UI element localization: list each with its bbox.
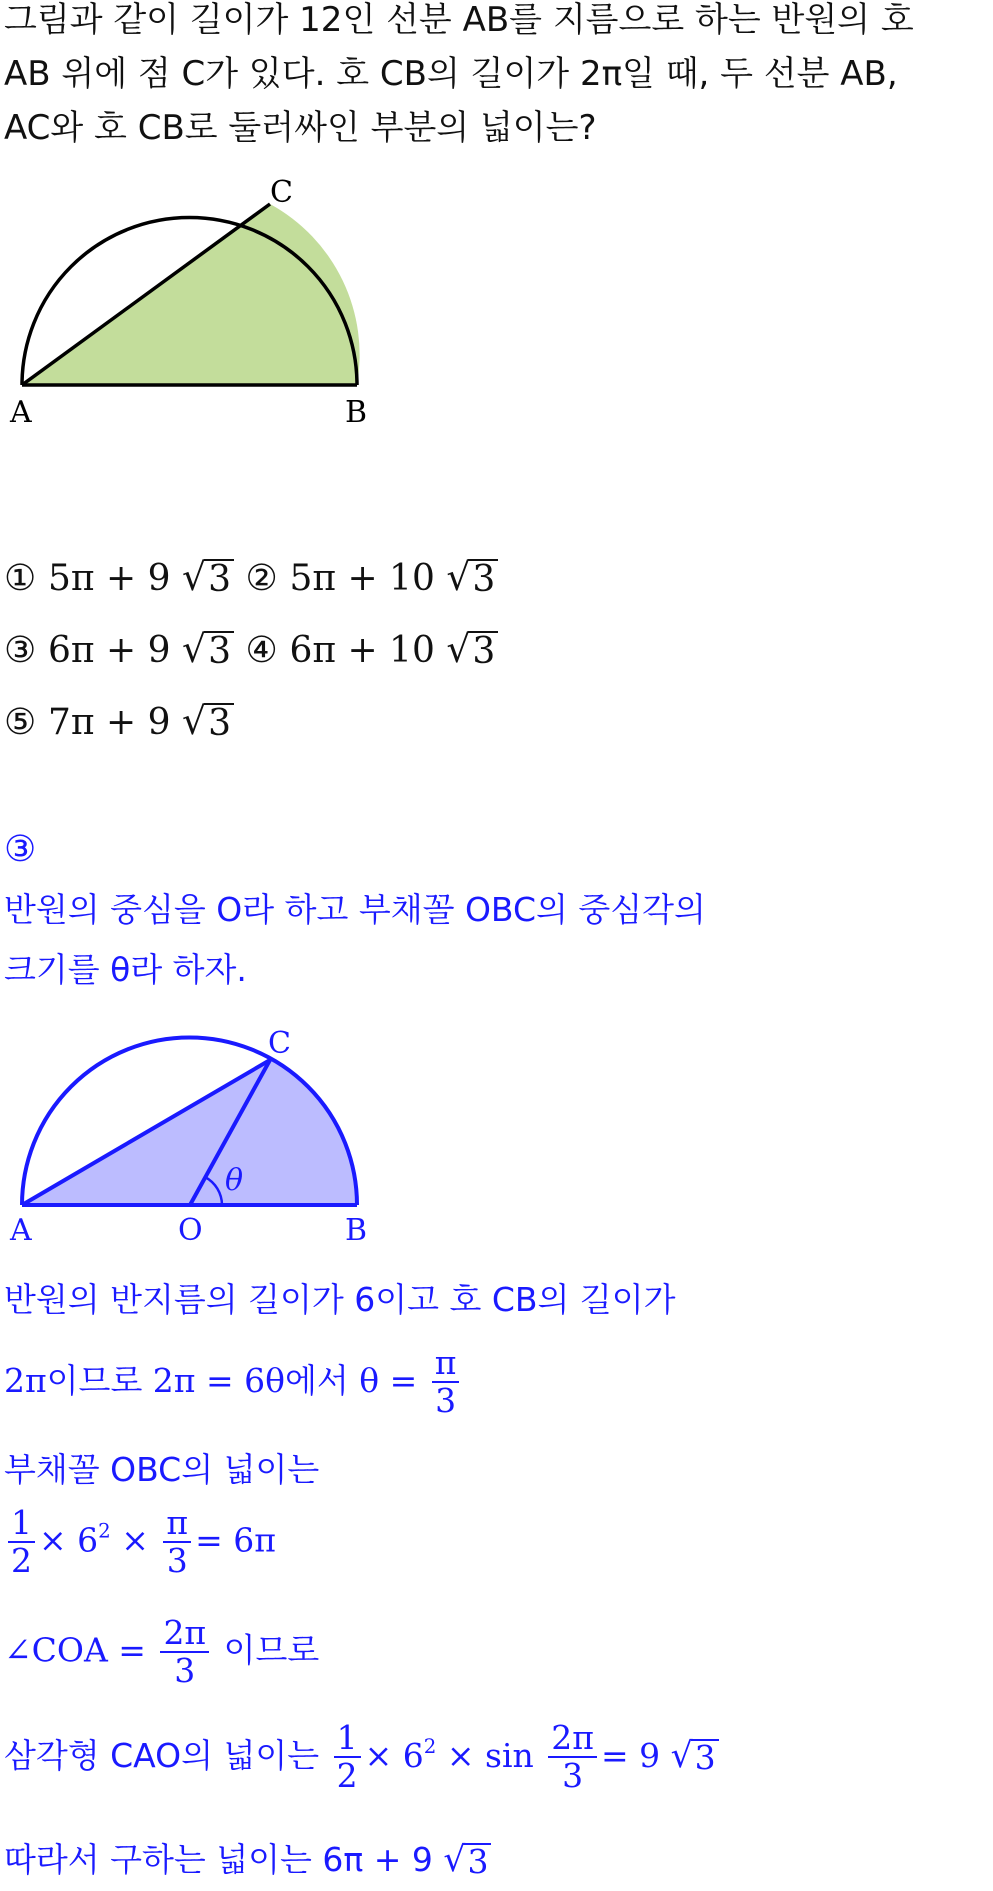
fraction-2pi-over-3: $\frac{2\pi}{3}$ (160, 1615, 209, 1690)
sqrt-icon: √ 3 (443, 1840, 491, 1880)
choice-4[interactable] (245, 627, 498, 673)
label-theta: θ (225, 1163, 244, 1198)
figure-2 (0, 1025, 420, 1265)
label-A: A (10, 395, 32, 430)
choices-row-3 (4, 699, 234, 745)
fraction-half: $\frac{1}{2}$ (334, 1720, 361, 1795)
label-C: C (270, 175, 293, 210)
choice-3[interactable] (4, 627, 245, 673)
step-2-text: 2π이므로 2π = 6θ에서 θ = (4, 1360, 418, 1400)
label-B-2: B (345, 1213, 368, 1248)
solution-step-2 (4, 1345, 463, 1420)
solution-step-6: 삼각형 CAO의 넓이는 $\frac{1}{2}$ × $6^2 \times \sin$ $\frac{2\pi}{3}$ = 9 √ 3 (4, 1720, 719, 1795)
choice-1[interactable] (4, 555, 245, 601)
fraction-2pi-over-3: $\frac{2\pi}{3}$ (548, 1720, 597, 1795)
solution-step-5: ∠COA = $\frac{2\pi}{3}$ 이므로 (4, 1613, 320, 1691)
solution-step-1: 반원의 반지름의 길이가 6이고 호 CB의 길이가 (4, 1280, 676, 1319)
choice-5-expr: 7π + 9 (48, 702, 171, 743)
solution-step-3: 부채꼴 OBC의 넓이는 (4, 1450, 320, 1489)
label-A-2: A (10, 1213, 32, 1248)
label-B: B (345, 395, 368, 430)
choices-row-1 (4, 555, 498, 601)
sqrt-icon: √ 3 (446, 627, 498, 671)
sqrt-icon: √ 3 (671, 1736, 719, 1776)
shaded-region (22, 204, 360, 385)
choice-2-number: ② (245, 558, 278, 599)
choice-1-number: ① (4, 558, 37, 599)
choices-row-2 (4, 627, 498, 673)
question-line-2: AB 위에 점 C가 있다. 호 CB의 길이가 2π일 때, 두 선분 AB, (4, 54, 898, 94)
solution-step-7: 따라서 구하는 넓이는 6π + 9 √ 3 (4, 1840, 491, 1880)
choice-5[interactable] (4, 699, 234, 745)
choice-3-number: ③ (4, 630, 37, 671)
solution-step-4: $\frac{1}{2}$ × $6^2$ × $\frac{\pi}{3}$ = 6π (4, 1505, 276, 1580)
sqrt-icon: √ 3 (182, 627, 234, 671)
shaded-region-2 (22, 1060, 357, 1205)
fraction-half: $\frac{1}{2}$ (8, 1505, 35, 1580)
solution-intro-2: 크기를 θ라 하자. (4, 950, 247, 989)
choice-1-expr: 5π + 9 (48, 558, 171, 599)
choice-4-number: ④ (245, 630, 278, 671)
label-C-2: C (268, 1026, 291, 1061)
fraction-pi-over-3: $\frac{\pi}{3}$ (163, 1505, 191, 1580)
sqrt-icon: √ 3 (182, 699, 234, 743)
solution-intro-1: 반원의 중심을 O라 하고 부채꼴 OBC의 중심각의 (4, 890, 706, 929)
label-O: O (178, 1213, 203, 1248)
choice-4-expr: 6π + 10 (289, 630, 435, 671)
choice-5-number: ⑤ (4, 702, 37, 743)
figure-1 (0, 170, 420, 435)
question-line-3: AC와 호 CB로 둘러싸인 부분의 넓이는? (4, 108, 597, 148)
question-line-1: 그림과 같이 길이가 12인 선분 AB를 지름으로 하는 반원의 호 (4, 0, 914, 40)
choice-2[interactable] (245, 555, 498, 601)
answer-marker: ③ (4, 829, 37, 870)
choice-3-expr: 6π + 9 (48, 630, 171, 671)
choice-2-expr: 5π + 10 (289, 558, 435, 599)
sqrt-icon: √ 3 (446, 555, 498, 599)
sqrt-icon: √ 3 (182, 555, 234, 599)
fraction-pi-over-3: $\frac{\pi}{3}$ (432, 1345, 460, 1420)
